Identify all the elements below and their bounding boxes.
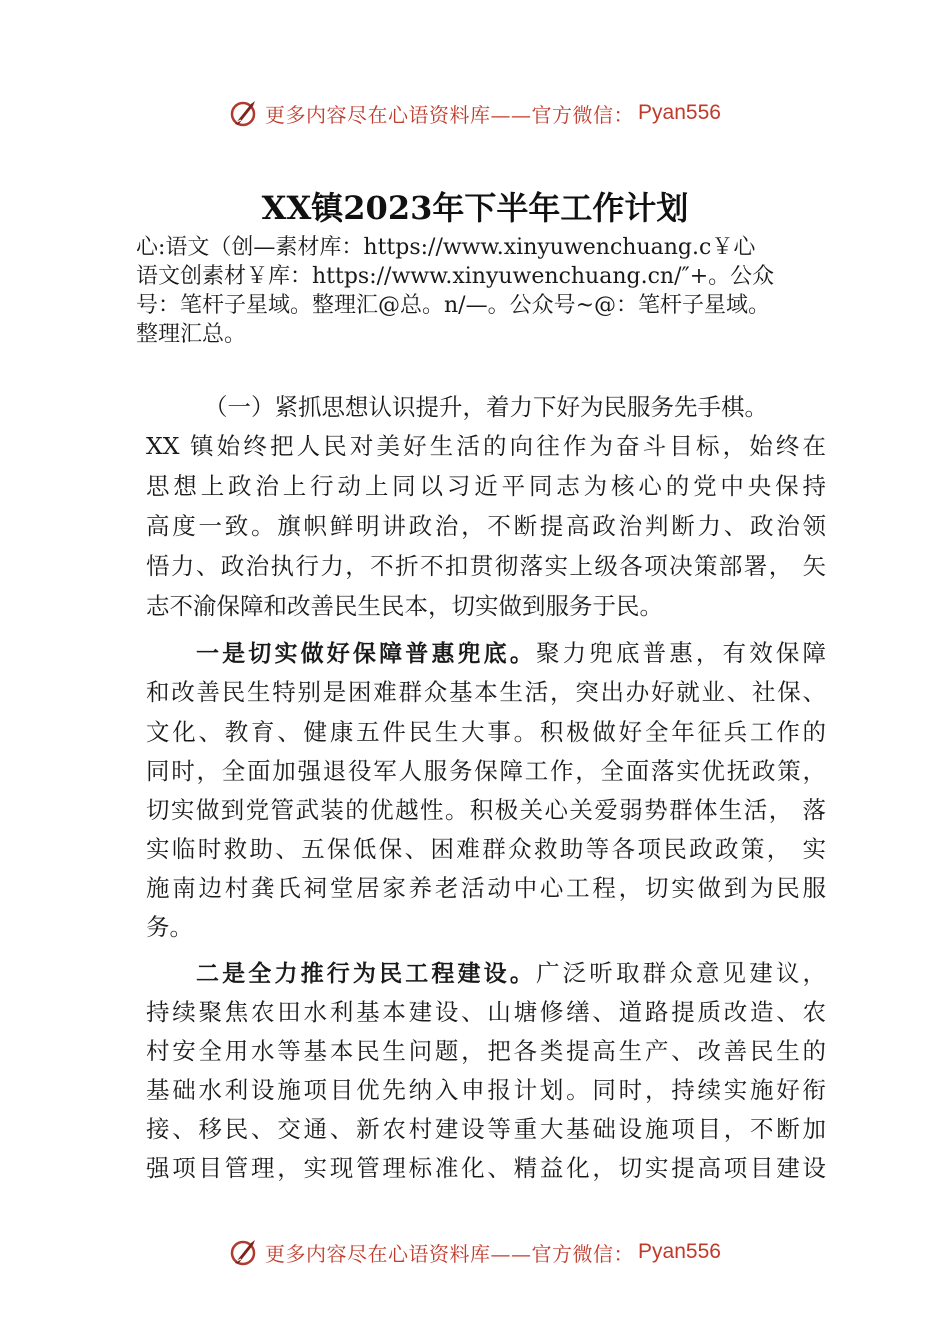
source-line: 语文创素材￥库：https://www.xinyuwenchuang.cn/″+。公众 bbox=[136, 264, 775, 289]
paragraph-line: 高度一致。旗帜鲜明讲政治，不断提高政治判断力、政治领 bbox=[146, 512, 826, 540]
paragraph-line: 实临时救助、五保低保、困难群众救助等各项民政政策， 实 bbox=[146, 835, 826, 863]
paragraph-line: 接、移民、交通、新农村建设等重大基础设施项目，不断加 bbox=[146, 1115, 826, 1143]
paragraph-first-line bbox=[196, 957, 826, 990]
paragraph-line: 村安全用水等基本民生问题，把各类提高生产、改善民生的 bbox=[146, 1037, 826, 1065]
paragraph-line: 悟力、政治执行力，不折不扣贯彻落实上级各项决策部署， 矢 bbox=[146, 552, 826, 580]
banner-text: 更多内容尽在心语资料库——官方微信： bbox=[265, 102, 635, 127]
header-banner bbox=[0, 93, 950, 133]
paragraph-lead: 一是切实做好保障普惠兜底。 bbox=[196, 641, 536, 667]
paragraph-line: XX 镇始终把人民对美好生活的向往作为奋斗目标，始终在 bbox=[146, 432, 826, 460]
paragraph-line: 持续聚焦农田水利基本建设、山塘修缮、道路提质改造、农 bbox=[146, 998, 826, 1026]
paragraph-line: 志不渝保障和改善民生民本，切实做到服务于民。 bbox=[146, 592, 663, 620]
paragraph-line: 基础水利设施项目优先纳入申报计划。同时，持续实施好衔 bbox=[146, 1076, 826, 1104]
paragraph-line: 施南边村龚氏祠堂居家养老活动中心工程，切实做到为民服 bbox=[146, 874, 826, 902]
paragraph-text: 聚力兜底普惠，有效保障 bbox=[535, 639, 827, 667]
paragraph-first-line bbox=[196, 637, 826, 670]
paragraph-line: 文化、教育、健康五件民生大事。积极做好全年征兵工作的 bbox=[146, 718, 826, 746]
section-heading: （一）紧抓思想认识提升，着力下好为民服务先手棋。 bbox=[204, 393, 768, 421]
paragraph-lead: 二是全力推行为民工程建设。 bbox=[196, 961, 536, 987]
paragraph-line: 强项目管理，实现管理标准化、精益化，切实提高项目建设 bbox=[146, 1154, 826, 1182]
document-title: XX镇2023年下半年工作计划 bbox=[261, 189, 689, 227]
paragraph-line: 务。 bbox=[146, 913, 193, 941]
paragraph-line: 思想上政治上行动上同以习近平同志为核心的党中央保持 bbox=[146, 472, 826, 500]
banner-text: 更多内容尽在心语资料库——官方微信： bbox=[265, 1241, 635, 1266]
banner-wechat-id: Pyan556 bbox=[638, 1240, 721, 1263]
footer-banner bbox=[0, 1232, 950, 1272]
source-line: 整理汇总。 bbox=[136, 322, 247, 347]
quill-pen-logo-icon bbox=[229, 1237, 259, 1267]
paragraph-line: 切实做到党管武装的优越性。积极关心关爱弱势群体生活， 落 bbox=[146, 796, 826, 824]
paragraph-line: 和改善民生特别是困难群众基本生活，突出办好就业、社保、 bbox=[146, 678, 826, 706]
source-line: 号：笔杆子星域。整理汇@总。n/—。公众号~@：笔杆子星域。 bbox=[136, 293, 771, 318]
source-line: 心:语文（创—素材库：https://www.xinyuwenchuang.c￥心 bbox=[136, 235, 756, 260]
paragraph-line: 同时，全面加强退役军人服务保障工作，全面落实优抚政策， bbox=[146, 757, 826, 785]
quill-pen-logo-icon bbox=[229, 98, 259, 128]
paragraph-text: 广泛听取群众意见建议， bbox=[535, 959, 827, 987]
banner-wechat-id: Pyan556 bbox=[638, 101, 721, 124]
